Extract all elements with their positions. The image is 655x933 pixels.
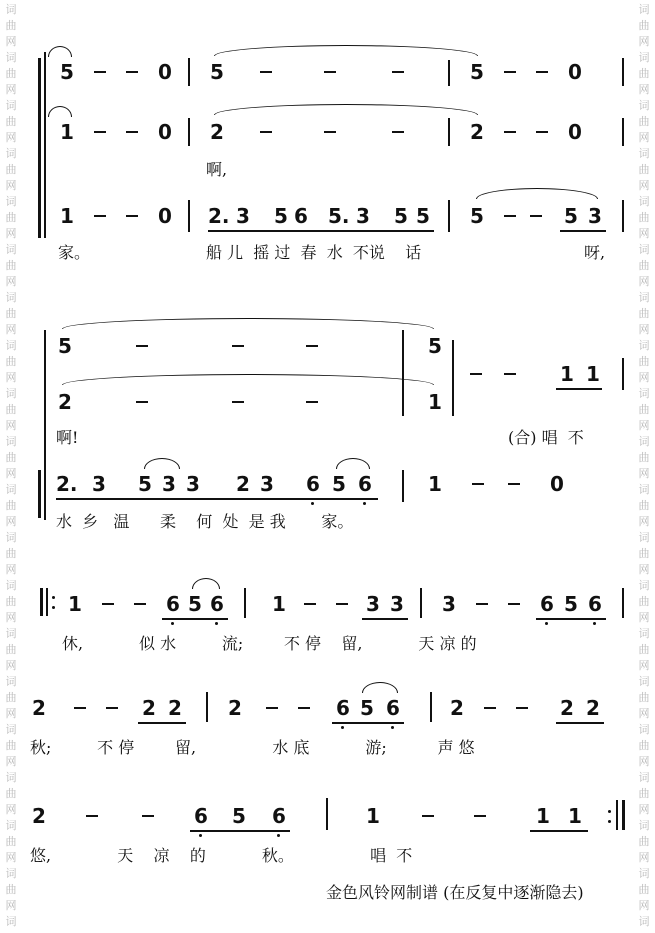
watermark-glyph: 词 [638, 51, 650, 64]
repeat-end-thin [616, 800, 618, 830]
watermark-glyph: 曲 [5, 403, 17, 416]
watermark-glyph: 词 [5, 723, 17, 736]
watermark-glyph: 词 [5, 243, 17, 256]
beam-line [138, 722, 186, 724]
lyric-line: 呀, [584, 243, 606, 262]
beam-line [560, 230, 606, 232]
watermark-glyph: 网 [638, 515, 650, 528]
watermark-glyph: 曲 [638, 115, 650, 128]
watermark-glyph: 曲 [5, 835, 17, 848]
watermark-glyph: 词 [638, 579, 650, 592]
watermark-glyph: 曲 [638, 355, 650, 368]
watermark-glyph: 网 [5, 611, 17, 624]
watermark-glyph: 曲 [5, 739, 17, 752]
watermark-glyph: 词 [638, 3, 650, 16]
watermark-glyph: 词 [638, 531, 650, 544]
watermark-glyph: 曲 [5, 211, 17, 224]
watermark-glyph: 词 [638, 243, 650, 256]
octave-dot [593, 622, 596, 625]
watermark-glyph: 曲 [5, 499, 17, 512]
lyric-line: 水 乡 温 柔 何 处 是 我 家。 [56, 512, 354, 531]
watermark-glyph: 曲 [638, 259, 650, 272]
staff-row: 2 1 [58, 390, 442, 414]
watermark-glyph: 词 [5, 291, 17, 304]
repeat-dot [608, 820, 611, 823]
watermark-glyph: 词 [5, 99, 17, 112]
watermark-glyph: 词 [5, 387, 17, 400]
watermark-glyph: 曲 [5, 787, 17, 800]
bar-line [622, 58, 624, 86]
watermark-glyph: 曲 [5, 691, 17, 704]
bar-line [188, 200, 190, 232]
watermark-glyph: 曲 [638, 403, 650, 416]
lyric-line: 悠, 天 凉 的 秋。 唱 不 [30, 846, 413, 865]
watermark-glyph: 网 [638, 611, 650, 624]
staff-row: 5 5 [58, 334, 442, 358]
watermark-glyph: 网 [638, 851, 650, 864]
bar-line [448, 118, 450, 146]
watermark-glyph: 曲 [5, 451, 17, 464]
watermark-glyph: 曲 [638, 691, 650, 704]
watermark-glyph: 网 [5, 323, 17, 336]
watermark-glyph: 网 [5, 563, 17, 576]
staff-row: 1 1 [0, 362, 655, 386]
watermark-glyph: 网 [5, 899, 17, 912]
staff-row: 2 6 5 6 1 1 1 [32, 804, 582, 828]
watermark-glyph: 网 [638, 227, 650, 240]
watermark-glyph: 网 [638, 371, 650, 384]
beam-line [556, 388, 602, 390]
slur [214, 45, 478, 56]
watermark-glyph: 网 [5, 419, 17, 432]
bar-line [420, 588, 422, 618]
watermark-glyph: 词 [638, 339, 650, 352]
watermark-glyph: 曲 [638, 787, 650, 800]
watermark-glyph: 词 [638, 195, 650, 208]
bar-line [622, 118, 624, 146]
watermark-glyph: 网 [5, 803, 17, 816]
octave-dot [199, 834, 202, 837]
watermark-glyph: 网 [5, 707, 17, 720]
watermark-glyph: 曲 [638, 211, 650, 224]
octave-dot [277, 834, 280, 837]
watermark-glyph: 曲 [638, 67, 650, 80]
lyric-line: 船 儿 摇 过 春 水 不说 话 [206, 243, 422, 262]
watermark-glyph: 网 [5, 371, 17, 384]
bar-line [448, 60, 450, 86]
watermark-glyph: 曲 [638, 595, 650, 608]
watermark-glyph: 网 [638, 131, 650, 144]
watermark-glyph: 词 [5, 819, 17, 832]
watermark-glyph: 曲 [638, 643, 650, 656]
octave-dot [341, 726, 344, 729]
watermark-glyph: 曲 [5, 547, 17, 560]
bar-line [188, 58, 190, 86]
watermark-glyph: 网 [638, 275, 650, 288]
slur [476, 188, 598, 199]
slur [214, 104, 478, 115]
credit-note: 金色风铃网制谱 (在反复中逐渐隐去) [326, 883, 584, 902]
watermark-glyph: 词 [638, 387, 650, 400]
beam-line [190, 830, 290, 832]
watermark-glyph: 词 [5, 675, 17, 688]
watermark-glyph: 词 [5, 867, 17, 880]
bar-line [448, 200, 450, 232]
watermark-glyph: 网 [5, 755, 17, 768]
staff-row: 2 2 2 2 6 5 6 2 2 2 [32, 696, 600, 720]
watermark-glyph: 词 [5, 195, 17, 208]
watermark-glyph: 网 [5, 131, 17, 144]
watermark-glyph: 曲 [5, 595, 17, 608]
watermark-glyph: 网 [5, 515, 17, 528]
watermark-glyph: 词 [638, 771, 650, 784]
watermark-glyph: 曲 [638, 883, 650, 896]
watermark-glyph: 曲 [5, 355, 17, 368]
watermark-glyph: 曲 [5, 115, 17, 128]
watermark-glyph: 曲 [638, 163, 650, 176]
watermark-glyph: 网 [638, 707, 650, 720]
lyric-line: (合) 唱 不 [508, 428, 584, 447]
watermark-glyph: 词 [638, 675, 650, 688]
watermark-glyph: 曲 [5, 307, 17, 320]
watermark-glyph: 词 [5, 579, 17, 592]
watermark-glyph: 词 [5, 771, 17, 784]
watermark-glyph: 词 [638, 291, 650, 304]
bar-line [622, 200, 624, 232]
watermark-glyph: 词 [5, 627, 17, 640]
beam-line [536, 618, 606, 620]
beam-line [208, 230, 434, 232]
watermark-glyph: 词 [638, 867, 650, 880]
octave-dot [363, 502, 366, 505]
watermark-glyph: 曲 [5, 259, 17, 272]
watermark-glyph: 词 [638, 435, 650, 448]
octave-dot [391, 726, 394, 729]
watermark-glyph: 词 [638, 723, 650, 736]
staff-row: 1 0 2 2 0 [60, 120, 582, 144]
watermark-glyph: 网 [638, 755, 650, 768]
lyric-line: 休, 似 水 流; 不 停 留, 天 凉 的 [62, 634, 477, 653]
watermark-glyph: 词 [638, 483, 650, 496]
watermark-glyph: 网 [5, 227, 17, 240]
slur [362, 682, 398, 693]
bar-line [244, 588, 246, 618]
bar-line [206, 692, 208, 722]
beam-line [530, 830, 588, 832]
beam-line [362, 618, 408, 620]
lyric-line: 啊! [56, 428, 79, 447]
watermark-glyph: 网 [638, 83, 650, 96]
watermark-glyph: 网 [638, 803, 650, 816]
lyric-line: 秋; 不 停 留, 水 底 游; 声 悠 [30, 738, 475, 757]
octave-dot [545, 622, 548, 625]
watermark-glyph: 曲 [638, 19, 650, 32]
octave-dot [171, 622, 174, 625]
octave-dot [311, 502, 314, 505]
slur [192, 578, 220, 589]
watermark-glyph: 曲 [5, 19, 17, 32]
staff-row: 2. 3 5 3 3 2 3 6 5 6 1 0 [56, 472, 564, 496]
watermark-glyph: 网 [5, 659, 17, 672]
watermark-glyph: 网 [5, 851, 17, 864]
watermark-glyph: 曲 [638, 451, 650, 464]
watermark-glyph: 词 [5, 483, 17, 496]
watermark-glyph: 曲 [638, 499, 650, 512]
bar-line [430, 692, 432, 722]
watermark-glyph: 词 [5, 339, 17, 352]
bar-line [622, 588, 624, 618]
staff-row: 1 6 5 6 1 3 3 3 6 5 6 [68, 592, 602, 616]
watermark-glyph: 曲 [638, 835, 650, 848]
watermark-glyph: 词 [638, 147, 650, 160]
watermark-glyph: 词 [5, 915, 17, 928]
watermark-glyph: 曲 [638, 307, 650, 320]
slur [336, 458, 370, 469]
bar-line [622, 358, 624, 390]
watermark-glyph: 词 [5, 147, 17, 160]
staff-row: 1 0 2. 3 5 6 5. 3 5 5 5 5 3 [60, 204, 602, 228]
watermark-glyph: 词 [638, 99, 650, 112]
watermark-glyph: 网 [638, 467, 650, 480]
bar-line [402, 470, 404, 502]
beam-line [556, 722, 604, 724]
watermark-glyph: 曲 [5, 67, 17, 80]
staff-row: 5 0 5 5 0 [60, 60, 582, 84]
repeat-dot [608, 810, 611, 813]
slur [62, 318, 434, 329]
lyric-line: 家。 [58, 243, 91, 262]
watermark-glyph: 网 [638, 659, 650, 672]
watermark-glyph: 网 [5, 467, 17, 480]
watermark-glyph: 网 [5, 179, 17, 192]
repeat-end-thick [622, 800, 625, 830]
watermark-glyph: 曲 [5, 643, 17, 656]
watermark-glyph: 网 [638, 899, 650, 912]
bar-line [326, 798, 328, 830]
watermark-glyph: 网 [638, 179, 650, 192]
watermark-glyph: 网 [638, 563, 650, 576]
watermark-glyph: 词 [638, 915, 650, 928]
watermark-glyph: 网 [5, 83, 17, 96]
beam-line [56, 498, 378, 500]
watermark-glyph: 曲 [5, 163, 17, 176]
watermark-glyph: 词 [5, 51, 17, 64]
watermark-glyph: 网 [638, 323, 650, 336]
watermark-glyph: 词 [5, 3, 17, 16]
slur [48, 106, 72, 117]
watermark-glyph: 网 [5, 275, 17, 288]
octave-dot [215, 622, 218, 625]
watermark-glyph: 词 [638, 819, 650, 832]
watermark-glyph: 曲 [638, 739, 650, 752]
watermark-glyph: 曲 [638, 547, 650, 560]
watermark-glyph: 曲 [5, 883, 17, 896]
watermark-glyph: 网 [638, 419, 650, 432]
bar-line [188, 118, 190, 146]
slur [144, 458, 180, 469]
watermark-glyph: 词 [5, 435, 17, 448]
watermark-glyph: 网 [5, 35, 17, 48]
slur [48, 46, 72, 57]
watermark-glyph: 词 [5, 531, 17, 544]
beam-line [162, 618, 228, 620]
watermark-glyph: 词 [638, 627, 650, 640]
lyric-line: 啊, [206, 160, 228, 179]
beam-line [332, 722, 404, 724]
watermark-glyph: 网 [638, 35, 650, 48]
